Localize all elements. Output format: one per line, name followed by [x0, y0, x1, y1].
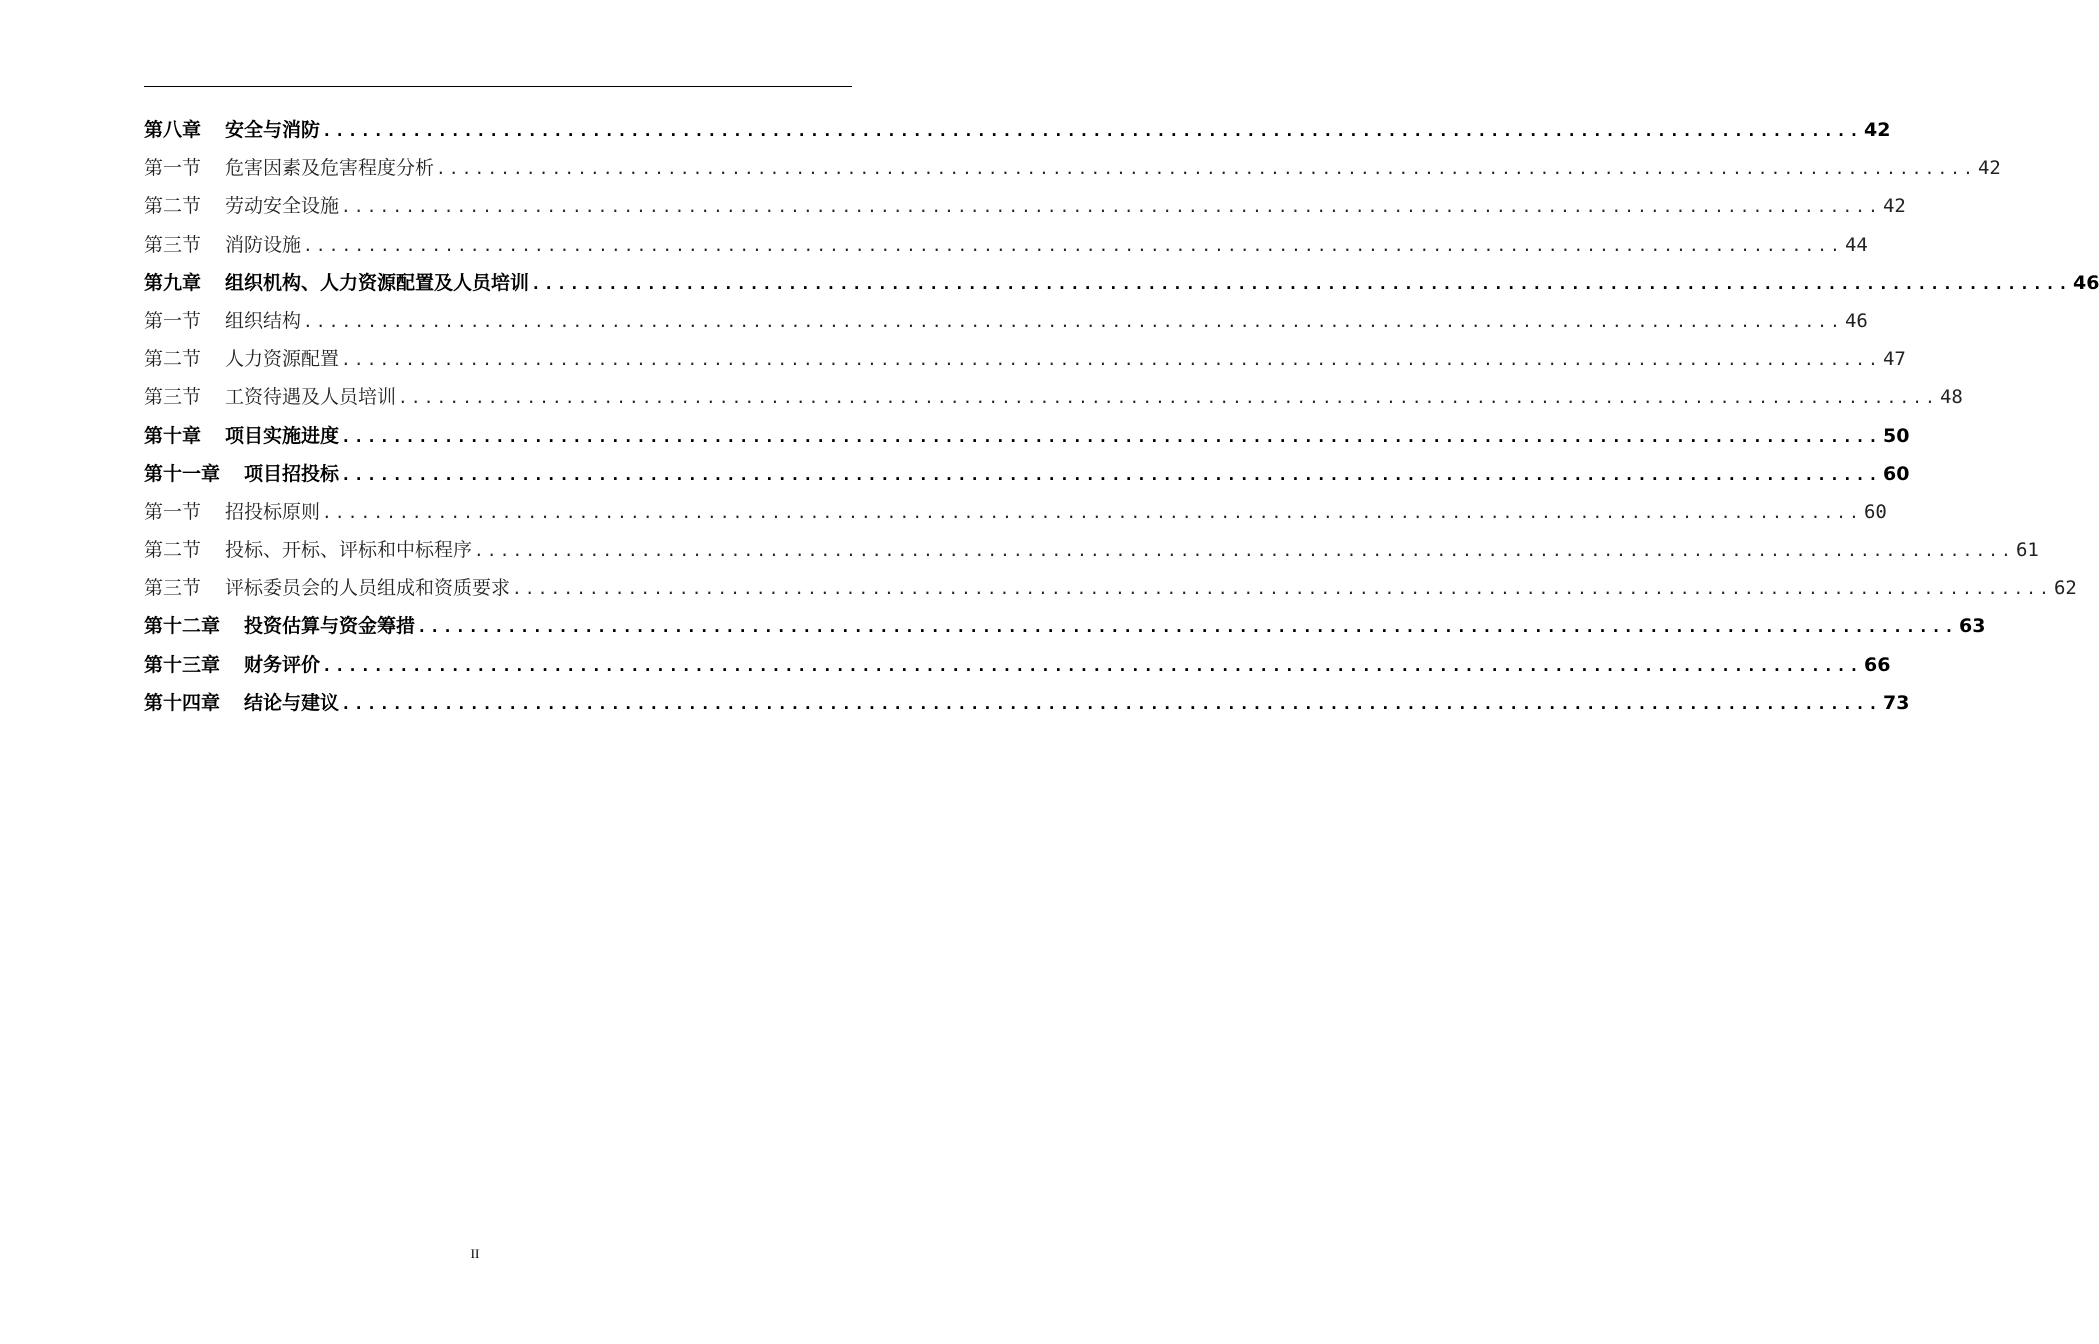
toc-entry-title: 结论与建议 [244, 691, 340, 714]
toc-dot-leader: ........................................................................................................................ [341, 350, 1881, 370]
toc-dot-leader: ........................................................................................................................ [531, 273, 2071, 293]
toc-section-entry[interactable] [144, 149, 2001, 187]
toc-entry-number: 第九章 [144, 271, 202, 294]
toc-entry-page: 60 [1882, 462, 1910, 485]
toc-dot-leader: ........................................................................................................................ [341, 426, 1881, 446]
toc-dot-leader: ........................................................................................................................ [512, 579, 2052, 599]
toc-entry-page: 46 [2072, 271, 2099, 294]
toc-entry-page: 61 [2015, 539, 2039, 562]
toc-chapter-entry[interactable] [144, 646, 1891, 684]
toc-entry-title: 项目实施进度 [225, 424, 340, 447]
toc-entry-title: 投资估算与资金筹措 [244, 615, 416, 638]
toc-entry-page: 62 [2053, 577, 2077, 600]
toc-entry-title: 投标、开标、评标和中标程序 [225, 539, 473, 562]
page-number: II [470, 1246, 480, 1261]
toc-dot-leader: ........................................................................................................................ [474, 541, 2014, 561]
toc-dot-leader: ........................................................................................................................ [398, 388, 1938, 408]
toc-entry-title: 劳动安全设施 [225, 195, 340, 218]
toc-dot-leader: ........................................................................................................................ [303, 235, 1843, 255]
toc-entry-number: 第一节 [144, 500, 202, 523]
toc-entry-number: 第十二章 [144, 615, 221, 638]
toc-entry-title: 消防设施 [225, 233, 302, 256]
toc-section-entry[interactable] [144, 531, 2039, 569]
toc-entry-number: 第八章 [144, 119, 202, 141]
toc-entry-number: 第二节 [144, 348, 202, 371]
toc-entry-number: 第十三章 [144, 653, 221, 676]
toc-entry-page: 44 [1844, 233, 1868, 256]
toc-dot-leader: ........................................................................................................................ [341, 197, 1881, 217]
toc-section-entry[interactable] [144, 378, 1963, 416]
toc-section-entry[interactable] [144, 569, 2077, 607]
toc-chapter-entry[interactable] [144, 264, 2099, 302]
toc-entry-number: 第十四章 [144, 691, 221, 714]
toc-entry-title: 财务评价 [244, 653, 321, 676]
table-of-contents [144, 111, 2099, 722]
toc-chapter-entry[interactable] [144, 417, 1910, 455]
toc-entry-page: 46 [1844, 309, 1868, 332]
toc-section-entry[interactable] [144, 493, 1887, 531]
toc-entry-number: 第十章 [144, 424, 202, 447]
header-rule [144, 86, 852, 87]
toc-section-entry[interactable] [144, 340, 1906, 378]
toc-entry-number: 第一节 [144, 157, 202, 180]
toc-dot-leader: ........................................................................................................................ [322, 502, 1862, 522]
toc-entry-page: 42 [1977, 157, 2001, 180]
toc-entry-page: 66 [1863, 653, 1891, 676]
toc-entry-number: 第三节 [144, 233, 202, 256]
toc-dot-leader: ........................................................................................................................ [322, 655, 1862, 675]
toc-dot-leader: ........................................................................................................................ [436, 159, 1976, 179]
toc-dot-leader: ........................................................................................................................ [303, 311, 1843, 331]
toc-section-entry[interactable] [144, 302, 1868, 340]
toc-entry-number: 第三节 [144, 577, 202, 600]
toc-entry-number: 第十一章 [144, 462, 221, 485]
toc-entry-title: 招投标原则 [225, 500, 321, 523]
toc-entry-page: 48 [1939, 386, 1963, 409]
toc-chapter-entry[interactable] [144, 455, 1910, 493]
toc-entry-title: 危害因素及危害程度分析 [225, 157, 435, 180]
toc-entry-number: 第二节 [144, 539, 202, 562]
toc-entry-number: 第二节 [144, 195, 202, 218]
toc-chapter-entry[interactable] [144, 111, 1891, 149]
toc-entry-number: 第一节 [144, 309, 202, 332]
toc-entry-title: 评标委员会的人员组成和资质要求 [225, 577, 511, 600]
toc-section-entry[interactable] [144, 226, 1868, 264]
toc-entry-title: 人力资源配置 [225, 348, 340, 371]
toc-entry-page: 42 [1863, 119, 1891, 141]
toc-entry-page: 50 [1882, 424, 1910, 447]
toc-entry-title: 组织机构、人力资源配置及人员培训 [225, 271, 530, 294]
toc-entry-title: 工资待遇及人员培训 [225, 386, 397, 409]
toc-dot-leader: ........................................................................................................................ [341, 464, 1881, 484]
toc-entry-title: 组织结构 [225, 309, 302, 332]
toc-chapter-entry[interactable] [144, 607, 1986, 645]
toc-entry-title: 安全与消防 [225, 119, 321, 141]
toc-entry-number: 第三节 [144, 386, 202, 409]
toc-entry-page: 47 [1882, 348, 1906, 371]
toc-chapter-entry[interactable] [144, 684, 1910, 722]
toc-section-entry[interactable] [144, 187, 1906, 225]
toc-entry-title: 项目招投标 [244, 462, 340, 485]
toc-entry-page: 73 [1882, 691, 1910, 714]
toc-dot-leader: ........................................................................................................................ [322, 121, 1862, 140]
toc-entry-page: 42 [1882, 195, 1906, 218]
toc-dot-leader: ........................................................................................................................ [341, 693, 1881, 713]
toc-dot-leader: ........................................................................................................................ [417, 617, 1957, 637]
toc-entry-page: 60 [1863, 500, 1887, 523]
toc-entry-page: 63 [1958, 615, 1986, 638]
